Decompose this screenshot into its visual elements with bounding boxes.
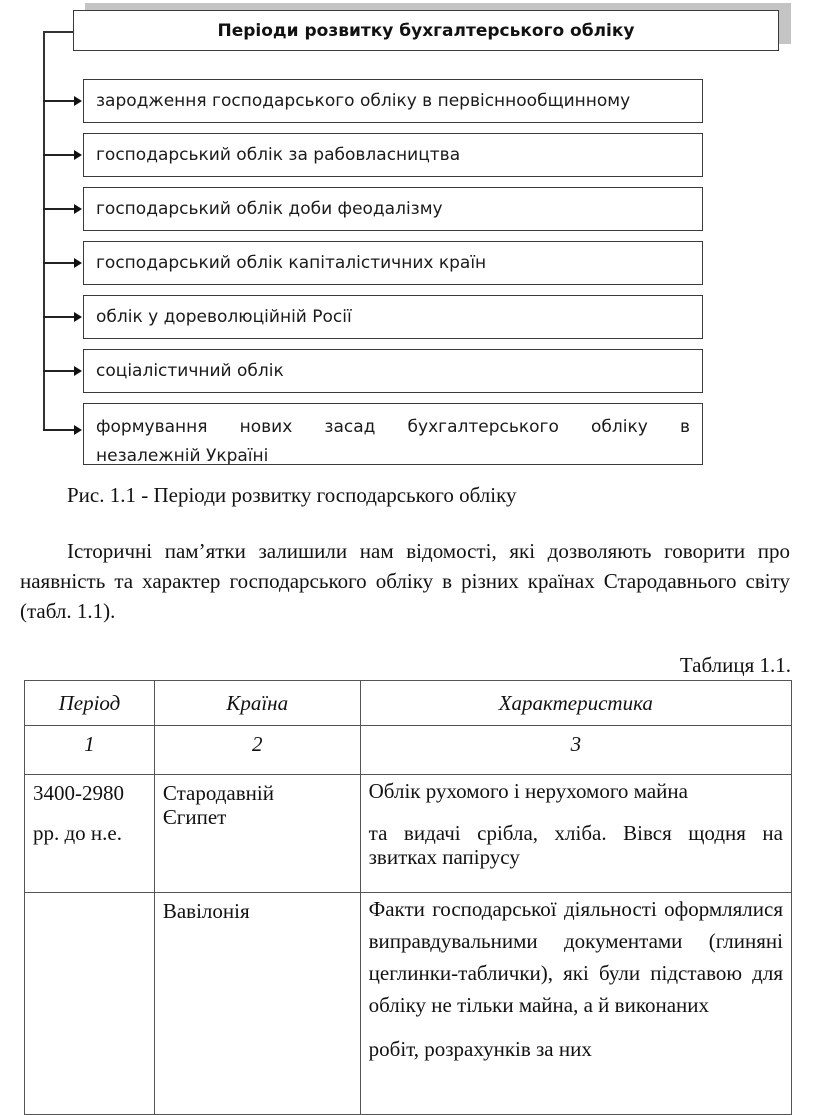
connector-line (43, 100, 75, 102)
diagram-item-line2: незалежній Україні (96, 446, 269, 465)
header-period: Період (25, 681, 155, 726)
paragraph-text: Історичні пам’ятки залишили нам відомості, які дозволяють говорити про наявність та характер господарського обліку в різних країнах Стародавнього світу (табл. 1.1). (20, 539, 790, 623)
arrow-right-icon (74, 258, 82, 268)
characteristic-main: Факти господарської діяльності оформлялися виправдувальними документами (глиняні цеглинки-таблички), які були підставою для обліку не тільки майна, а й виконаних (368, 897, 783, 1017)
diagram-item-line1: формування нових засад бухгалтерського обліку в (96, 417, 690, 437)
diagram-item (0, 349, 816, 393)
diagram-item (0, 295, 816, 339)
diagram-item (0, 187, 816, 231)
period-line1: 3400-2980 (33, 781, 124, 805)
characteristic-last-line: робіт, розрахунків за них (368, 1037, 592, 1061)
column-number: 3 (360, 726, 791, 775)
diagram-item-box: господарський облік доби феодалізму (83, 187, 703, 231)
diagram-item (0, 403, 816, 465)
period-line2: рр. до н.е. (33, 821, 122, 845)
periods-diagram (0, 0, 816, 470)
table-row (25, 893, 792, 1115)
arrow-right-icon (74, 150, 82, 160)
characteristic-cell (360, 893, 791, 1115)
diagram-item (0, 133, 816, 177)
connector-line (43, 316, 75, 318)
diagram-item-box: облік у дореволюційній Росії (83, 295, 703, 339)
connector-line (43, 429, 75, 431)
country-cell (154, 775, 360, 893)
header-country: Країна (154, 681, 360, 726)
arrow-right-icon (74, 204, 82, 214)
table-header-row (25, 681, 792, 726)
country-line1: Стародавній (162, 781, 274, 805)
table-column-numbers-row (25, 726, 792, 775)
arrow-right-icon (74, 366, 82, 376)
characteristic-cell (360, 775, 791, 893)
diagram-item-box: господарський облік за рабовласництва (83, 133, 703, 177)
arrow-right-icon (74, 96, 82, 106)
diagram-item-box: зародження господарського обліку в первісннообщинному (83, 79, 703, 123)
header-characteristic: Характеристика (360, 681, 791, 726)
arrow-right-icon (74, 312, 82, 322)
country-cell: Вавілонія (154, 893, 360, 1115)
body-paragraph (20, 536, 790, 626)
diagram-item-box: соціалістичний облік (83, 349, 703, 393)
characteristic-rest: та видачі срібла, хліба. Вівся щодня на звитках папірусу (368, 821, 783, 869)
diagram-item (0, 79, 816, 123)
period-cell (25, 893, 155, 1115)
diagram-title: Періоди розвитку бухгалтерського обліку (73, 10, 779, 51)
diagram-item (0, 241, 816, 285)
connector-line (43, 262, 75, 264)
period-cell (25, 775, 155, 893)
connector-line (43, 154, 75, 156)
column-number: 2 (154, 726, 360, 775)
table-row (25, 775, 792, 893)
column-number: 1 (25, 726, 155, 775)
connector-line (43, 208, 75, 210)
country-line2: Єгипет (162, 805, 227, 829)
arrow-right-icon (74, 425, 82, 435)
connector-top (43, 31, 74, 33)
diagram-item-box: господарський облік капіталістичних країн (83, 241, 703, 285)
characteristic-line1: Облік рухомого і нерухомого майна (368, 779, 688, 803)
connector-line (43, 370, 75, 372)
history-table (24, 680, 792, 1115)
table-label: Таблиця 1.1. (679, 653, 791, 677)
figure-caption: Рис. 1.1 - Періоди розвитку господарського обліку (67, 483, 517, 507)
diagram-item-box (83, 403, 703, 465)
